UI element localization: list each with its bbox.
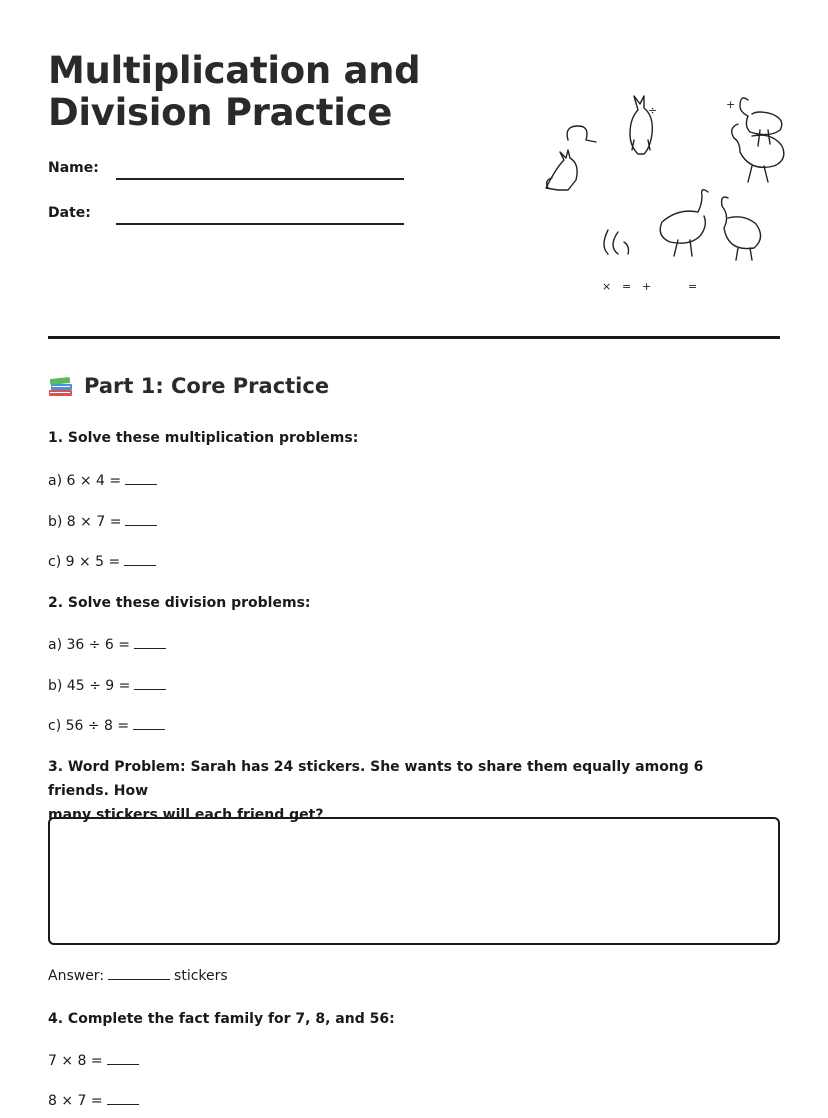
title-line-1: Multiplication and <box>48 49 421 92</box>
q4-title: 4. Complete the fact family for 7, 8, and 56: <box>48 1011 395 1027</box>
q1-item-c: c) 9 × 5 = <box>48 551 156 570</box>
q4-1-answer-blank[interactable] <box>107 1050 139 1065</box>
books-icon <box>48 374 74 398</box>
illustration-symbol-4: + <box>642 280 652 293</box>
q1-item-a: a) 6 × 4 = <box>48 470 157 489</box>
q2-item-c: c) 56 ÷ 8 = <box>48 715 165 734</box>
animal-math-illustration-icon <box>538 80 788 300</box>
q2-item-a: a) 36 ÷ 6 = <box>48 634 166 653</box>
q2-a-answer-blank[interactable] <box>134 634 166 649</box>
date-line[interactable] <box>116 205 404 225</box>
illustration-symbol-3: = <box>622 280 632 293</box>
date-label: Date: <box>48 205 91 221</box>
q2-b-answer-blank[interactable] <box>134 675 166 690</box>
illustration-symbol-1: + <box>726 98 736 111</box>
q3-title-line-2: many stickers will each friend get? <box>48 807 324 823</box>
q4-2-answer-blank[interactable] <box>107 1090 139 1105</box>
q1-title: 1. Solve these multiplication problems: <box>48 430 359 446</box>
q3-answer-blank[interactable] <box>108 965 170 980</box>
q4-item-2: 8 × 7 = <box>48 1090 139 1109</box>
q3-answer-label: Answer: <box>48 968 105 984</box>
q3-work-area[interactable] <box>48 817 780 945</box>
q1-item-b: b) 8 × 7 = <box>48 511 157 530</box>
page-title <box>48 50 420 134</box>
q3-answer-unit: stickers <box>174 968 228 984</box>
name-line[interactable] <box>116 160 404 180</box>
section-divider <box>48 336 780 339</box>
q2-title: 2. Solve these division problems: <box>48 595 311 611</box>
q3-title-line-1: 3. Word Problem: Sarah has 24 stickers. She wants to share them equally among 6 friends. How <box>48 759 704 799</box>
q2-item-b: b) 45 ÷ 9 = <box>48 675 166 694</box>
q4-item-1: 7 × 8 = <box>48 1050 139 1069</box>
part-1-heading-text: Part 1: Core Practice <box>84 374 330 398</box>
q3-answer-line <box>48 965 228 984</box>
q1-a-answer-blank[interactable] <box>125 470 157 485</box>
q1-b-answer-blank[interactable] <box>125 511 157 526</box>
illustration-symbol-2: × <box>602 280 612 293</box>
part-1-heading <box>48 374 329 398</box>
q2-c-answer-blank[interactable] <box>133 715 165 730</box>
illustration-symbol-5: = <box>688 280 698 293</box>
illustration-symbol-0: ÷ <box>648 104 658 117</box>
name-label: Name: <box>48 160 99 176</box>
q1-c-answer-blank[interactable] <box>124 551 156 566</box>
title-line-2: Division Practice <box>48 91 393 134</box>
